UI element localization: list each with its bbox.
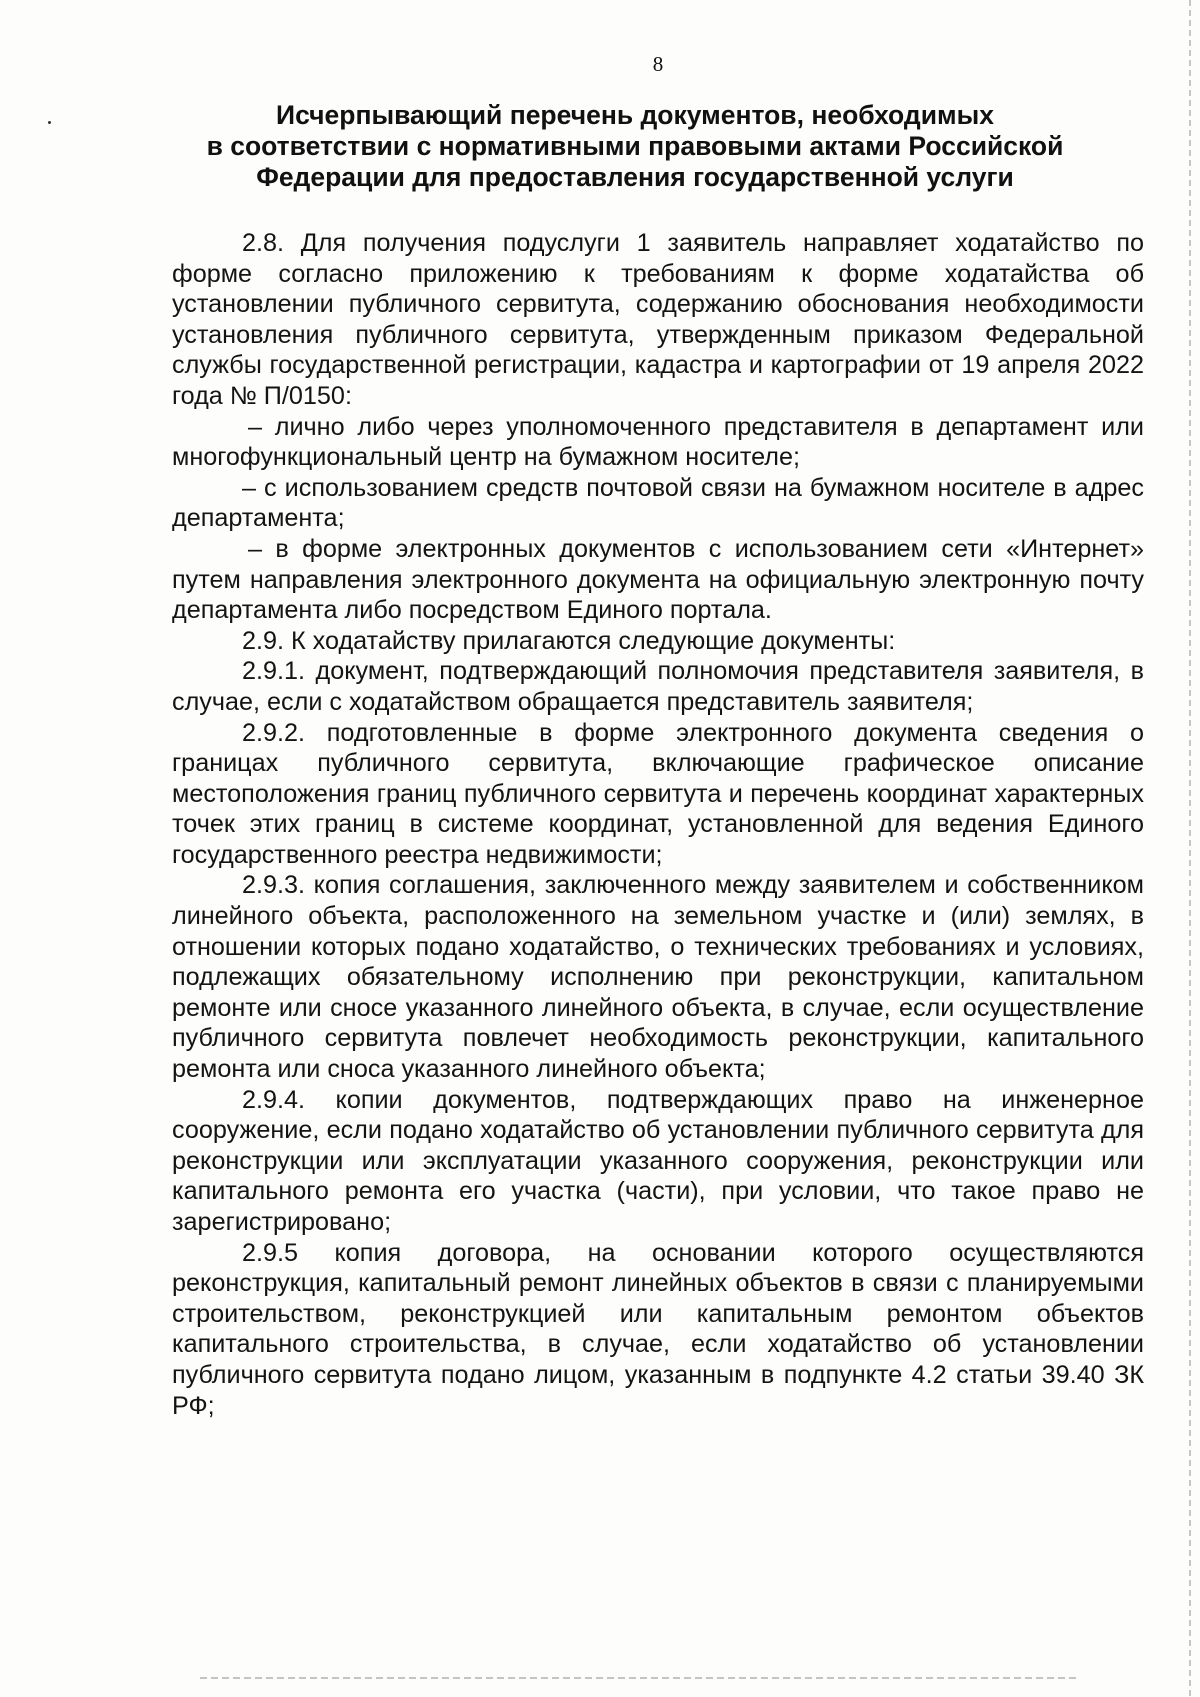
scan-speck: [48, 121, 51, 124]
page-number: 8: [652, 52, 664, 76]
list-item-in-person: – лично либо через уполномоченного представителя в департамент или многофункциональный центр на бумажном носителе;: [172, 412, 1144, 472]
paragraph-2-9-4: 2.9.4. копии документов, подтверждающих право на инженерное сооружение, если подано ходатайство об установлении публичного сервитута для реконструкции или эксплуатации указанного сооружения, реконструкции или капитального ремонта его участка (части), при условии, что такое право не зарегистрировано;: [172, 1085, 1144, 1236]
scan-edge-bottom: [200, 1677, 1080, 1679]
list-item-electronic: – в форме электронных документов с использованием сети «Интернет» путем направления электронного документа на официальную электронную почту департамента либо посредством Единого портала.: [172, 534, 1144, 625]
paragraph-2-8: 2.8. Для получения подуслуги 1 заявитель направляет ходатайство по форме согласно приложению к требованиям к форме ходатайства об установлении публичного сервитута, содержанию обоснования необходимости установления публичного сервитута, утвержденным приказом Федеральной службы государственной регистрации, кадастра и картографии от 19 апреля 2022 года № П/0150:: [172, 229, 1144, 410]
paragraph-2-9-1: 2.9.1. документ, подтверждающий полномочия представителя заявителя, в случае, если с ходатайством обращается представитель заявителя;: [172, 657, 1144, 716]
scan-edge-right: [1189, 0, 1191, 1697]
paragraph-2-9-2: 2.9.2. подготовленные в форме электронного документа сведения о границах публичного сервитута, включающие графическое описание местоположения границ публичного сервитута и перечень координат характерных точек этих границ в системе координат, установленной для ведения Единого государственного реестра недвижимости;: [172, 718, 1144, 869]
list-item-postal: – с использованием средств почтовой связи на бумажном носителе в адрес департамента;: [172, 473, 1144, 533]
document-body: [172, 228, 1144, 1421]
section-title: [170, 100, 1100, 193]
paragraph-2-9: 2.9. К ходатайству прилагаются следующие документы:: [242, 626, 896, 655]
paragraph-2-9-5: 2.9.5 копия договора, на основании которого осуществляются реконструкция, капитальный ремонт линейных объектов в связи с планируемыми строительством, реконструкцией или капитальным ремонтом объектов капитального строительства, в случае, если ходатайство об установлении публичного сервитута подано лицом, указанным в подпункте 4.2 статьи 39.40 ЗК РФ;: [172, 1238, 1144, 1420]
paragraph-2-9-3: 2.9.3. копия соглашения, заключенного между заявителем и собственником линейного объекта, расположенного на земельном участке и (или) землях, в отношении которых подано ходатайство, о технических требованиях и условиях, подлежащих обязательному исполнению при реконструкции, капитальном ремонте или сносе указанного линейного объекта, в случае, если осуществление публичного сервитута повлечет необходимость реконструкции, капитального ремонта или сноса указанного линейного объекта;: [172, 871, 1144, 1084]
title-line: Исчерпывающий перечень документов, необходимых: [276, 100, 994, 130]
title-line: Федерации для предоставления государственной услуги: [256, 162, 1014, 192]
title-line: в соответствии с нормативными правовыми актами Российской: [206, 131, 1064, 161]
